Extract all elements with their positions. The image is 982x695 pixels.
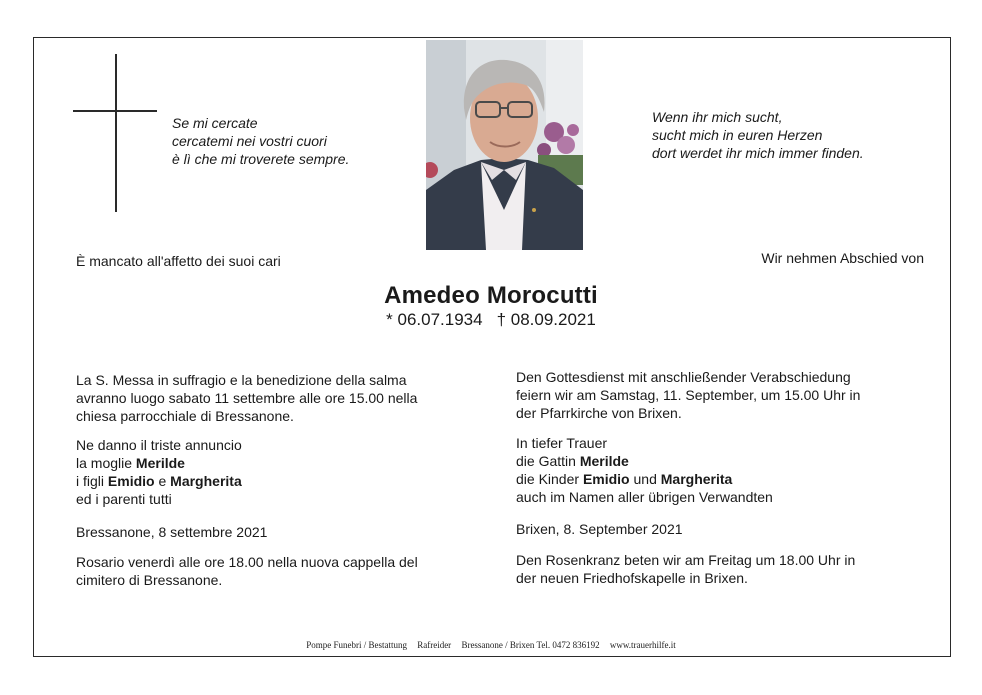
deceased-name: Amedeo Morocutti (384, 282, 598, 309)
child-name: Emidio (107, 473, 155, 489)
text-line: auch im Namen aller übrigen Verwandten (516, 489, 773, 505)
text-line: avranno luogo sabato 11 settembre alle ore 15.00 nella (76, 390, 418, 406)
wife-name: Merilde (579, 453, 629, 469)
footer-address: Bressanone / Brixen Tel. 0472 836192 (461, 640, 600, 650)
child-name: Emidio (582, 471, 630, 487)
children-line (76, 472, 242, 490)
poem-line: dort werdet ihr mich immer finden. (652, 145, 864, 161)
children-prefix: die Kinder (516, 471, 583, 487)
rosary-info-italian (76, 553, 418, 589)
text-line: In tiefer Trauer (516, 435, 608, 451)
wife-line (76, 454, 242, 472)
text-line: cimitero di Bressanone. (76, 572, 223, 588)
place-date-italian (76, 523, 267, 541)
poem-line: cercatemi nei vostri cuori (172, 133, 327, 149)
cross-horizontal-bar (73, 110, 157, 112)
poem-italian (172, 114, 349, 168)
text-line: der Pfarrkirche von Brixen. (516, 405, 682, 421)
footer-name: Rafreider (417, 640, 452, 650)
text-line: Den Rosenkranz beten wir am Freitag um 18.00 Uhr in (516, 552, 856, 568)
footer-website-link[interactable]: www.trauerhilfe.it (609, 640, 676, 650)
mass-info-italian (76, 371, 417, 425)
poem-line: sucht mich in euren Herzen (652, 127, 823, 143)
portrait-photo (426, 40, 583, 250)
text-line: feiern wir am Samstag, 11. September, um 15.00 Uhr in (516, 387, 861, 403)
footer-company: Pompe Funebri / Bestattung (306, 640, 407, 650)
mass-info-german (516, 368, 860, 422)
wife-name: Merilde (135, 455, 185, 471)
text-line: chiesa parrocchiale di Bressanone. (76, 408, 294, 424)
wife-prefix: la moglie (76, 455, 136, 471)
intro-italian: È mancato all'affetto dei suoi cari (76, 253, 281, 269)
text-line: Den Gottesdienst mit anschließender Verabschiedung (516, 369, 851, 385)
text-line: Bressanone, 8 settembre 2021 (76, 524, 268, 540)
children-join: und (629, 471, 661, 487)
children-prefix: i figli (76, 473, 108, 489)
text-line: Rosario venerdì alle ore 18.00 nella nuova cappella del (76, 554, 418, 570)
wife-line (516, 452, 773, 470)
text-line: Brixen, 8. September 2021 (516, 521, 683, 537)
children-join: e (154, 473, 171, 489)
child-name: Margherita (660, 471, 733, 487)
intro-german: Wir nehmen Abschied von (761, 250, 924, 266)
text-line: ed i parenti tutti (76, 491, 172, 507)
child-name: Margherita (170, 473, 242, 489)
poem-line: è lì che mi troverete sempre. (172, 151, 350, 167)
funeral-home-footer (0, 640, 982, 650)
death-date: † 08.09.2021 (496, 310, 596, 329)
text-line: La S. Messa in suffragio e la benedizione della salma (76, 372, 407, 388)
wife-prefix: die Gattin (516, 453, 580, 469)
poem-line: Wenn ihr mich sucht, (652, 109, 783, 125)
text-line: der neuen Friedhofskapelle in Brixen. (516, 570, 748, 586)
rosary-info-german (516, 551, 855, 587)
text-line: Ne danno il triste annuncio (76, 437, 242, 453)
life-dates (0, 310, 982, 330)
birth-date: * 06.07.1934 (386, 310, 483, 329)
poem-german (652, 108, 864, 162)
mourners-german (516, 434, 773, 506)
place-date-german (516, 520, 683, 538)
cross-vertical-bar (115, 54, 117, 212)
children-line (516, 470, 773, 488)
mourners-italian (76, 436, 242, 508)
poem-line: Se mi cercate (172, 115, 258, 131)
